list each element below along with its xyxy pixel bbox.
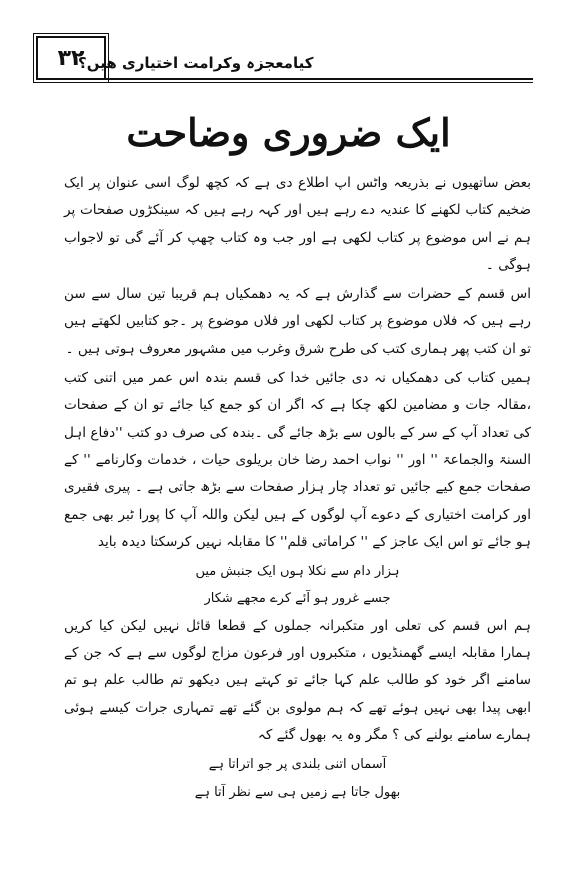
verse-1-line-1: ہزار دام سے نکلا ہوں ایک جنبش میں bbox=[195, 564, 400, 580]
verse-2-line-2: بھول جاتا ہے زمیں ہی سے نظر آتا ہے bbox=[194, 784, 401, 800]
verse-1-line-2: جسے غرور ہو آئے کرے مجھے شکار bbox=[204, 591, 391, 607]
section-title: ایک ضروری وضاحت bbox=[126, 110, 451, 155]
header-rule bbox=[36, 78, 533, 80]
running-header bbox=[78, 46, 533, 72]
paragraph-2: اس قسم کے حضرات سے گذارش ہے کہ یہ دھمکیاں ہم قریبا تین سال سے سن رہے ہیں کہ فلاں موضوع پر کتاب لکھی اور فلاں موضوع پر ۔جو کتابیں لکھتے ہیں تو ان کتب پھر ہماری کتب کی طرح شرق وغرب میں مشہور معروف ہوتی ہیں ۔ bbox=[64, 286, 531, 357]
verse-2-line-1: آسماں اتنی بلندی پر جو اتراتا ہے bbox=[208, 757, 387, 773]
paragraph-3: ہمیں کتاب کی دھمکیاں نہ دی جائیں خدا کی قسم بندہ اس عمر میں اتنی کتب ،مقالہ جات و مضامین لکھ چکا ہے کہ اگر ان کو جمع کیا جائے تو ان کے صفحات کی تعداد آپ کے سر کے بالوں سے بڑھ جائے گی ۔بندہ کی صرف دو کتب ''دفاع اہل السنۃ والجماعۃ '' اور '' نواب احمد رضا خان بریلوی حیات ، خدمات وکارنامے '' کے صفحات جمع کیے جائیں تو تعداد چار ہزار صفحات سے بڑھ جاتی ہے ۔ پیری فقیری اور کرامت اختیاری کے دعوے آپ لوگوں کے ہیں لیکن واللہ آپ کا پورا ٹبر بھی جمع ہو جائے تو اس ایک عاجز کے '' کراماتی قلم'' کا مقابلہ نہیں کرسکتا دیدہ باید bbox=[64, 370, 531, 550]
paragraph-4: ہم اس قسم کی تعلی اور متکبرانہ جملوں کے قطعا قائل نہیں لیکن کیا کریں ہمارا مقابلہ ایسے گھمنڈیوں ، متکبروں اور فرعون مزاج لوگوں سے ہے کہ جن کے سامنے اگر خود کو طالب علم کہا جائے تو کہتے ہیں دیکھو تم طالب علم ہو تم ابھی پیدا بھی نہیں ہوئے تھے کہ ہم مولوی بن گئے تھے تمہاری جرات کیسے ہوئی ہمارے سامنے بولنے کی ؟ مگر وہ یہ بھول گئے کہ bbox=[64, 617, 531, 743]
paragraph-1: بعض ساتھیوں نے بذریعہ واٹس اپ اطلاع دی ہے کہ کچھ لوگ اسی عنوان پر ایک ضخیم کتاب لکھنے کا عندیہ دے رہے ہیں اور کہہ رہے ہیں کہ سینکڑوں صفحات پر ہم نے اس موضوع پر کتاب لکھی ہے اور جب وہ کتاب چھپ کر آئے گی تو لاجواب ہوگی ۔ bbox=[64, 175, 531, 273]
page-number: ۳۲ bbox=[57, 45, 85, 71]
running-title: کیامعجزہ وکرامت اختیاری ھیں؟ bbox=[78, 54, 314, 72]
header-rule-thin bbox=[36, 82, 533, 83]
body-text bbox=[64, 170, 531, 806]
